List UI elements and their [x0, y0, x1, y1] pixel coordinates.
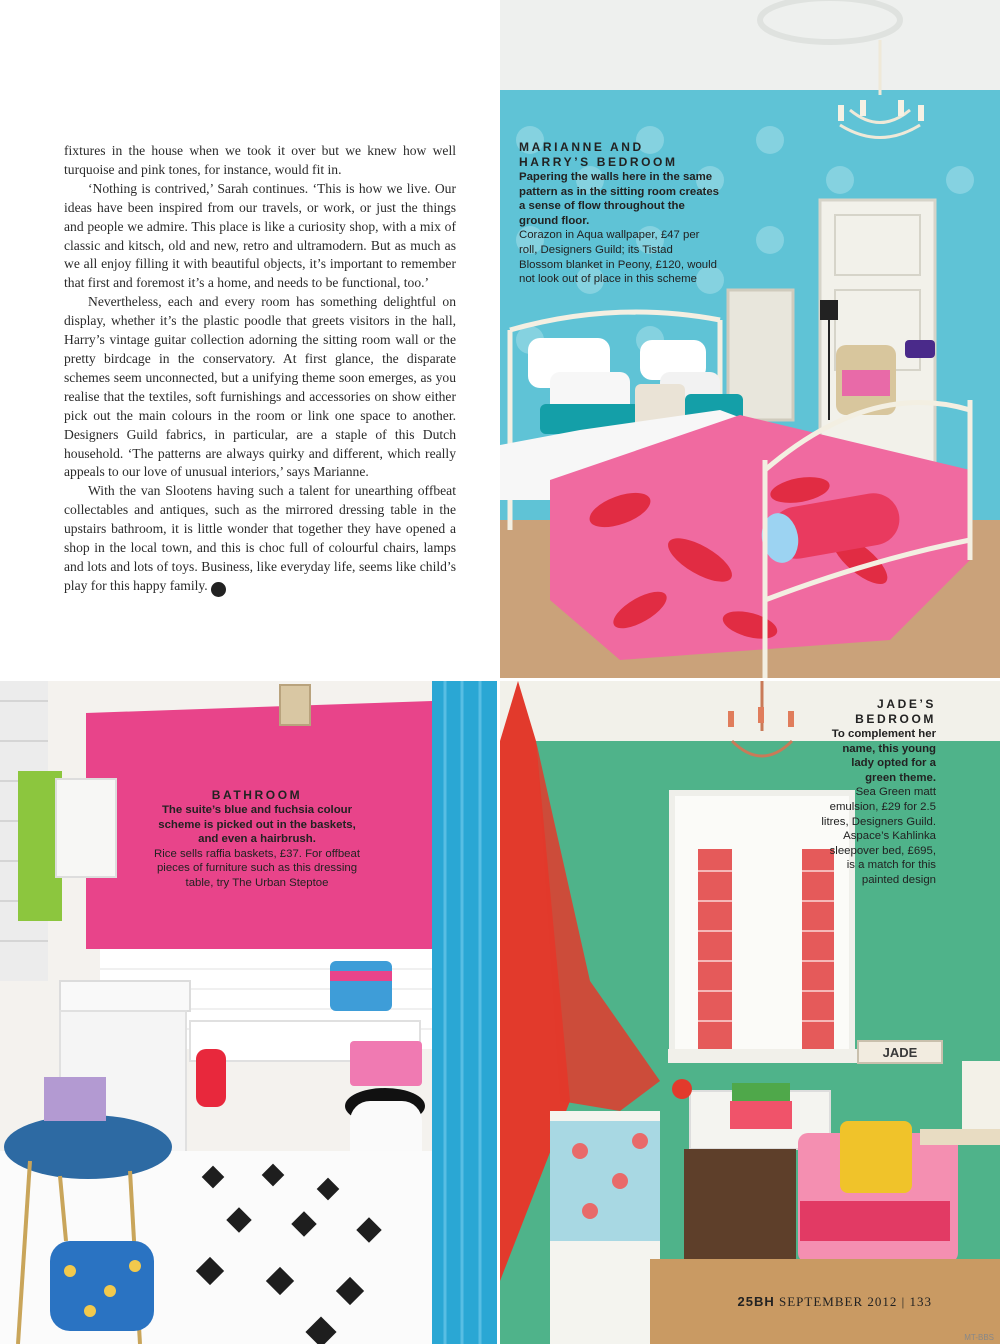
article-paragraph-3: Nevertheless, each and every room has something delightful on display, whether it’s the plastic poodle that greets visitors in the hall, Harry’s vintage guitar collection adorning the sitting room wall or the pretty birdcage in the conservatory. At first glance, the disparate schemes seem unconnected, but a unifying theme soon emerges, as you realise that the textiles, soft furnishings and accessories on show either pick out the main colours in the room or link one space to another. Designers Guild fabrics, in particular, are a staple of this Dutch household. ‘The patterns are always quirky and different, which really appeals to our love of unusual interiors,’ says Marianne. [64, 294, 456, 480]
jade-bedroom-caption-heading-2: BEDROOM [855, 712, 936, 726]
master-bedroom-photo [500, 0, 1000, 678]
page-folio [738, 1294, 932, 1310]
end-mark-icon: 25 [211, 582, 226, 597]
master-bedroom-caption-lead: Papering the walls here in the same pattern as in the sitting room creates a sense of flow throughout the ground floor. [519, 171, 720, 227]
master-bedroom-illustration [500, 0, 1000, 678]
bathroom-photo [0, 681, 497, 1344]
jade-bedroom-caption [820, 697, 936, 888]
folio-page-number: 133 [909, 1294, 932, 1309]
folio-issue: SEPTEMBER 2012 [779, 1294, 898, 1309]
folio-separator: | [901, 1294, 906, 1309]
bathroom-caption-lead: The suite’s blue and fuchsia colour scheme is picked out in the baskets, and even a hairbrush. [158, 804, 356, 846]
bathroom-caption-heading: BATHROOM [211, 788, 303, 802]
article-paragraph-4 [64, 482, 456, 597]
article-paragraph-2: ‘Nothing is contrived,’ Sarah continues. ‘This is how we live. Our ideas have been inspired from our travels, or work, or just the things and people we admire. This place is like a curiosity shop, with a mix of classic and kitsch, old and new, retro and ultramodern. But as much as we all enjoy filling it with beautiful objects, it’s important to remember that first and foremost it’s a home, and needs to be functional, too.’ [64, 180, 456, 291]
master-bedroom-caption [519, 140, 719, 287]
jade-name-sign: JADE [882, 1045, 918, 1060]
folio-brand: 25BH [737, 1294, 775, 1309]
bathroom-caption [148, 788, 366, 891]
jade-bedroom-caption-heading-1: JADE’S [877, 697, 936, 711]
bathroom-caption-body: Rice sells raffia baskets, £37. For offbeat pieces of furniture such as this dressing table, try The Urban Steptoe [154, 847, 360, 889]
jade-bedroom-caption-body: Sea Green matt emulsion, £29 for 2.5 litres, Designers Guild. Aspace’s Kahlinka sleepover bed, £695, is a match for this painted design [821, 786, 936, 886]
article-paragraph-4-text: With the van Slootens having such a talent for unearthing offbeat collectables and antiques, such as the mirrored dressing table in the upstairs bathroom, it is little wonder that together they have opened a shop in the local town, and this is choc full of colourful chairs, lamps and lots and lots of toys. Business, like everyday life, seems like child’s play for this happy family. [64, 483, 456, 593]
article-body [64, 142, 456, 597]
article-paragraph-1: fixtures in the house when we took it over but we knew how well turquoise and pink tones, for instance, would fit in. [64, 143, 456, 177]
master-bedroom-caption-heading-1: MARIANNE AND [519, 140, 644, 154]
master-bedroom-caption-heading-2: HARRY’S BEDROOM [519, 155, 678, 169]
master-bedroom-caption-body: Corazon in Aqua wallpaper, £47 per roll, Designers Guild; its Tistad Blossom blanket in Peony, £120, would not look out of place in this scheme [519, 229, 717, 286]
site-credit: MT-BBS [964, 1333, 994, 1342]
bathroom-illustration [0, 681, 497, 1344]
jade-bedroom-caption-lead: To complement her name, this young lady opted for a green theme. [831, 728, 936, 784]
